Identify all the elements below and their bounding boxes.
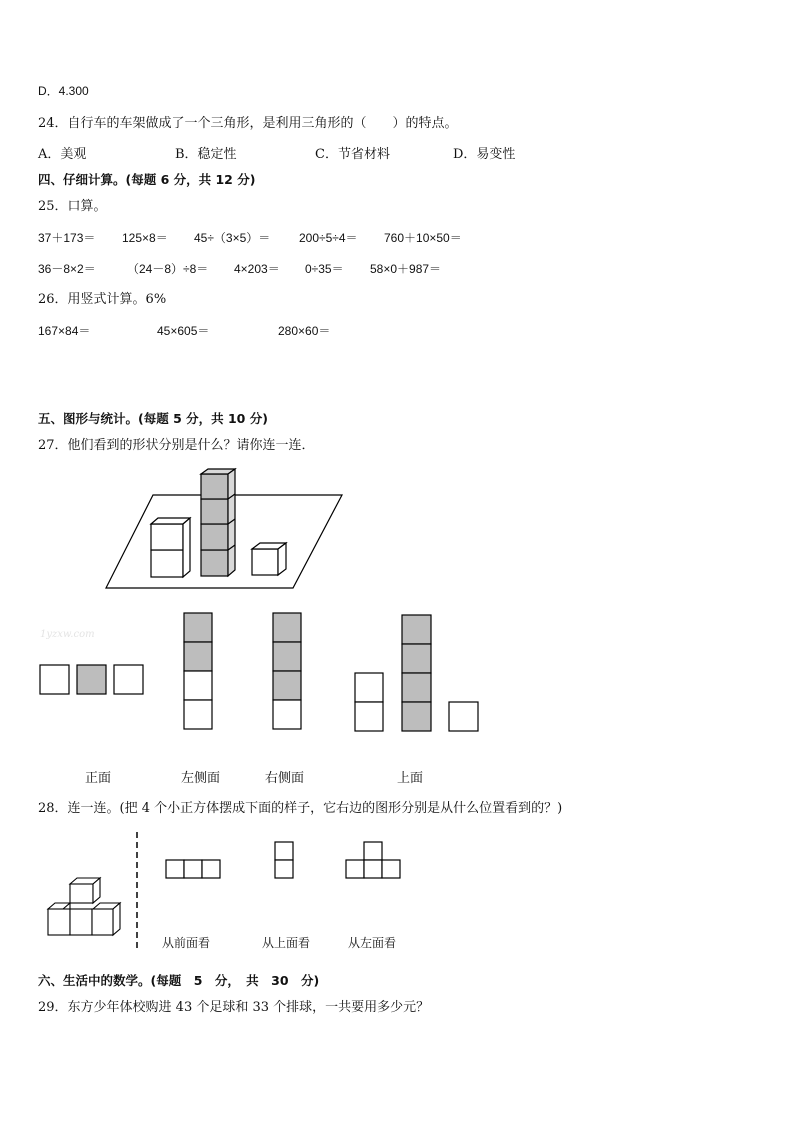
q24-option-a: A．美观: [38, 147, 87, 162]
q28-label-top: 从上面看: [262, 936, 311, 950]
q29-stem: 29．东方少年体校购进 43 个足球和 33 个排球，一共要用多少元？: [38, 1000, 430, 1015]
section6-title: 六、生活中的数学。(每题 5 分， 共 30 分): [38, 973, 320, 988]
q27-scene: [106, 469, 342, 588]
q27-view-column-b: [273, 613, 301, 729]
q26-item: 280×60＝: [278, 324, 331, 338]
q25-item: （24－8）÷8＝: [127, 262, 209, 276]
q27-watermark: 1yzxw.com: [40, 629, 95, 640]
scene-stack-4-cubes: [201, 469, 235, 576]
q28-view-left: [346, 842, 400, 878]
q24-stem: 24．自行车的车架做成了一个三角形，是利用三角形的（ ）的特点。: [38, 116, 458, 131]
q28-view-top: [275, 842, 293, 878]
q25-item: 0÷35＝: [305, 262, 344, 276]
q27-view-column-a: [184, 613, 212, 729]
q27-label-left: 左侧面: [181, 771, 221, 786]
q25-item: 4×203＝: [234, 262, 280, 276]
q28-stem: 28．连一连。(把 4 个小正方体摆成下面的样子，它右边的图形分别是从什么位置看到的？): [38, 801, 563, 816]
q27-view-row: [40, 665, 143, 694]
q23-option-d: D．4.300: [38, 84, 89, 98]
q24-option-b: B．稳定性: [175, 147, 237, 162]
q26-stem: 26．用竖式计算。6%: [38, 292, 167, 307]
section5-title: 五、图形与统计。(每题 5 分，共 10 分): [38, 411, 268, 426]
q28-cube-solid: [48, 878, 120, 935]
q25-item: 200÷5÷4＝: [299, 231, 358, 245]
q25-item: 125×8＝: [122, 231, 168, 245]
q24-option-d: D．易变性: [453, 147, 516, 162]
q27-label-front: 正面: [85, 771, 112, 786]
q28-label-left: 从左面看: [348, 936, 397, 950]
q26-item: 45×605＝: [157, 324, 210, 338]
q28-view-front: [166, 860, 220, 878]
section4-title: 四、仔细计算。(每题 6 分，共 12 分): [38, 172, 256, 187]
q27-label-top: 上面: [397, 771, 424, 786]
scene-stack-2-cubes: [151, 518, 190, 577]
q25-item: 36－8×2＝: [38, 262, 96, 276]
q28-label-front: 从前面看: [162, 936, 211, 950]
q26-item: 167×84＝: [38, 324, 91, 338]
q25-item: 45÷（3×5）＝: [194, 231, 271, 245]
q25-item: 760＋10×50＝: [384, 231, 462, 245]
q25-item: 37＋173＝: [38, 231, 96, 245]
scene-single-cube: [252, 543, 286, 575]
q27-stem: 27．他们看到的形状分别是什么？请你连一连．: [38, 438, 315, 453]
q25-stem: 25．口算。: [38, 199, 107, 214]
q27-label-right: 右侧面: [265, 771, 305, 786]
q24-option-c: C．节省材料: [315, 147, 390, 162]
q27-view-top: [355, 615, 478, 731]
q25-item: 58×0＋987＝: [370, 262, 442, 276]
